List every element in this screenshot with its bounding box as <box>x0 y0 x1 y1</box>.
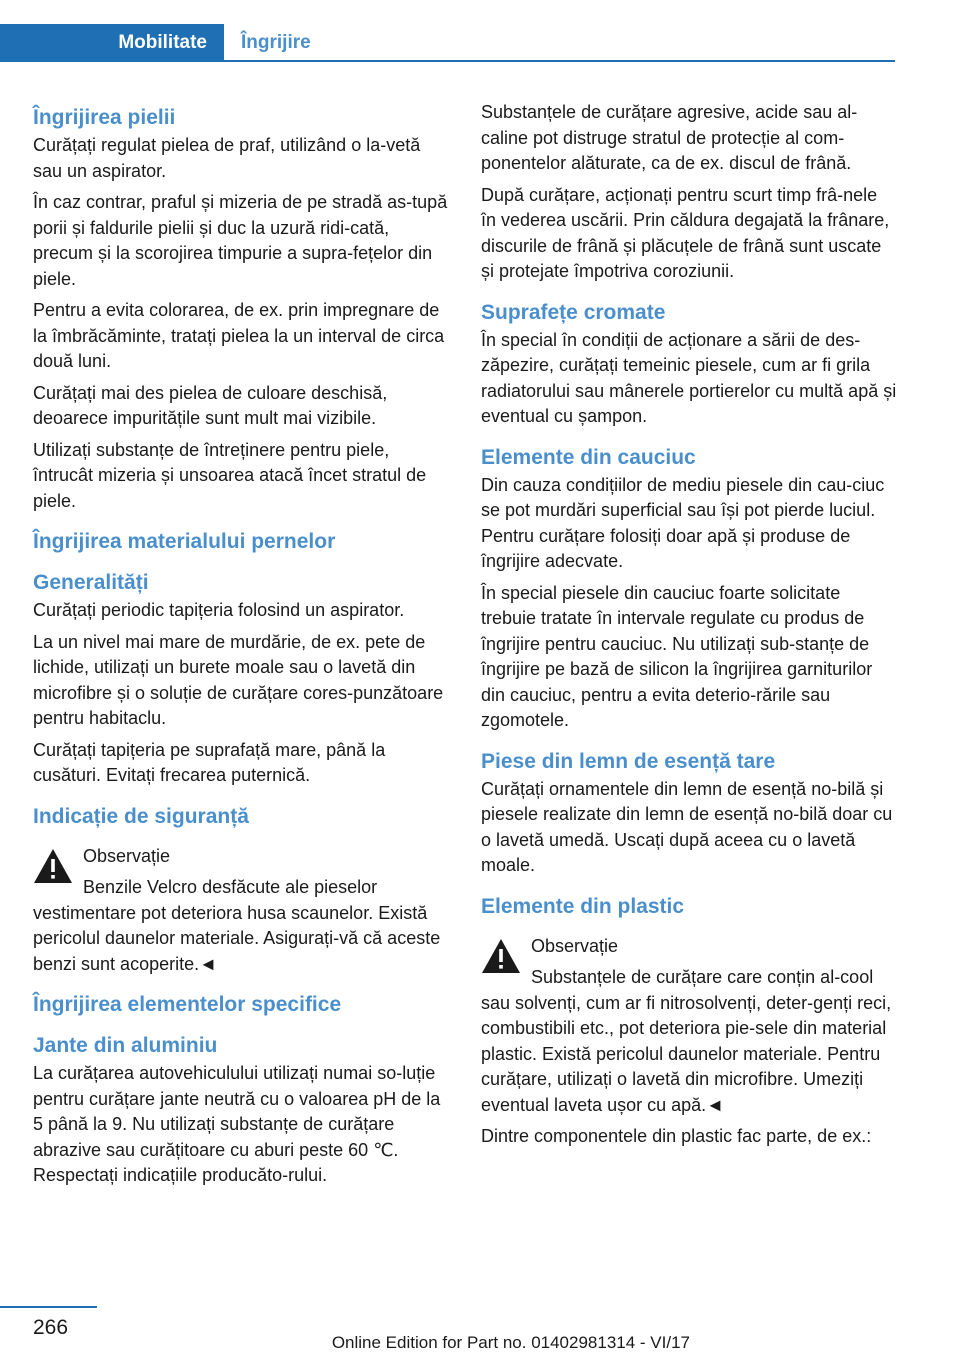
tab-mobilitate[interactable]: Mobilitate <box>0 24 224 62</box>
leather-paragraph-4: Curățați mai des pielea de culoare deschisă, deoarece impuritățile sunt mult mai vizibile. <box>33 382 388 428</box>
warning-box-plastic <box>481 934 897 1119</box>
plastic-final-paragraph: Dintre componentele din plastic fac parte, de ex.: <box>481 1126 872 1146</box>
leather-paragraph-1: Curățați regulat pielea de praf, utilizând o la-vetă sau un aspirator. <box>33 135 421 181</box>
rubber-paragraph-1: Din cauza condițiilor de mediu piesele din cau-ciuc se pot murdări superficial sau își pot pierde luciul. Pentru curățare folosiți doar apă și produse de îngrijire adecvate. <box>481 474 885 571</box>
heading-hardwood-parts: Piese din lemn de esență tare <box>481 749 776 773</box>
heading-specific-care: Îngrijirea elementelor specifice <box>33 993 342 1016</box>
footer-rule <box>0 1306 97 1308</box>
heading-general: Generalități <box>33 571 149 594</box>
header-rule <box>0 60 895 62</box>
rubber-paragraph-2: În special piesele din cauciuc foarte solicitate trebuie tratate în intervale regulate cu produs de îngrijire pentru cauciuc. Nu utilizați sub-stanțe de îngrijire pe bază de silicon la îngrijirea garniturilor din cauciuc, pentru a evita deterio-rările sau zgomotele. <box>481 582 873 730</box>
heading-rubber-parts: Elemente din cauciuc <box>481 445 696 469</box>
leather-paragraph-2: În caz contrar, praful și mizeria de pe stradă as-tupă porii și faldurile pielii și duc la uzură ridi-cată, precum și la scorojirea timpurie a supra-fețelor din piele. <box>33 192 448 289</box>
alloy-paragraph-1: La curățarea autovehiculului utilizați numai so-luție pentru curățare jante neutră cu o valoarea pH de la 5 până la 9. Nu utilizați substanțe de curățare abrazive sau curățitoare cu aburi peste 60 ℃. Respectați indicațiile producăto-rului. <box>33 1063 441 1185</box>
wood-paragraph-1: Curățați ornamentele din lemn de esență no-bilă și piesele realizate din lemn de esență no-bilă doar cu o lavetă umedă. Uscați după aceea cu o lavetă moale. <box>481 778 893 875</box>
warning-triangle-icon <box>33 848 73 884</box>
heading-cushion-care: Îngrijirea materialului pernelor <box>33 530 336 553</box>
warning-text: Benzile Velcro desfăcute ale pieselor vestimentare pot deteriora husa scaunelor. Există pericolul daunelor materiale. Asigurați-vă că aceste benzi sunt acoperite.◄ <box>33 877 441 974</box>
page-number: 266 <box>33 1316 69 1339</box>
right-column <box>481 100 897 1156</box>
leather-paragraph-3: Pentru a evita colorarea, de ex. prin impregnare de la îmbrăcăminte, tratați pielea la un interval de circa două luni. <box>33 300 445 371</box>
heading-plastic-parts: Elemente din plastic <box>481 894 685 918</box>
warning-box-velcro <box>33 844 449 978</box>
heading-alloy-wheels: Jante din aluminiu <box>33 1034 218 1057</box>
heading-chrome-surfaces: Suprafețe cromate <box>481 300 666 324</box>
heading-safety-note: Indicație de siguranță <box>33 804 249 828</box>
left-column <box>33 100 449 1195</box>
header-tabbar <box>0 24 895 62</box>
tab-ingrijire[interactable]: Îngrijire <box>241 32 311 53</box>
edition-note: Online Edition for Part no. 01402981314 - VI/17 <box>331 1333 690 1352</box>
right-paragraph-1: Substanțele de curățare agresive, acide sau al-caline pot distruge stratul de protecție al com-ponentelor alăturate, ca de ex. discul de frână. <box>481 102 858 173</box>
warning-text: Substanțele de curățare care conțin al-cool sau solvenți, cum ar fi nitrosolvenți, deter-genți reci, combustibili etc., pot deteriora pie-sele din material plastic. Există pericolul daunelor materiale. Pentru curățare, utilizați o lavetă din microfibre. Umeziți eventual laveta ușor cu apă.◄ <box>481 967 892 1115</box>
general-paragraph-1: Curățați periodic tapițeria folosind un aspirator. <box>33 600 405 620</box>
warning-label: Observație <box>83 845 171 866</box>
heading-leather-care: Îngrijirea pielii <box>33 106 176 129</box>
chrome-paragraph-1: În special în condiții de acționare a sării de des-zăpezire, curățați temeinic piesele, cum ar fi grila radiatorului sau mânerele portierelor cu multă apă și eventual cu șampon. <box>481 329 897 426</box>
leather-paragraph-5: Utilizați substanțe de întreținere pentru piele, întrucât mizeria și unsoarea atacă încet stratul de piele. <box>33 439 427 511</box>
general-paragraph-2: La un nivel mai mare de murdărie, de ex. pete de lichide, utilizați un burete moale sau o lavetă din microfibre și o soluție de curățare cores-punzătoare pentru habitaclu. <box>33 631 444 728</box>
general-paragraph-3: Curățați tapițeria pe suprafață mare, până la cusături. Evitați frecarea puternică. <box>33 739 386 785</box>
warning-triangle-icon <box>481 938 521 974</box>
right-paragraph-2: După curățare, acționați pentru scurt timp frâ-nele în vederea uscării. Prin căldura degajată la frânare, discurile de frână și plăcuțele de frână sunt uscate și protejate împotriva coroziunii. <box>481 184 890 281</box>
warning-label: Observație <box>531 935 619 956</box>
